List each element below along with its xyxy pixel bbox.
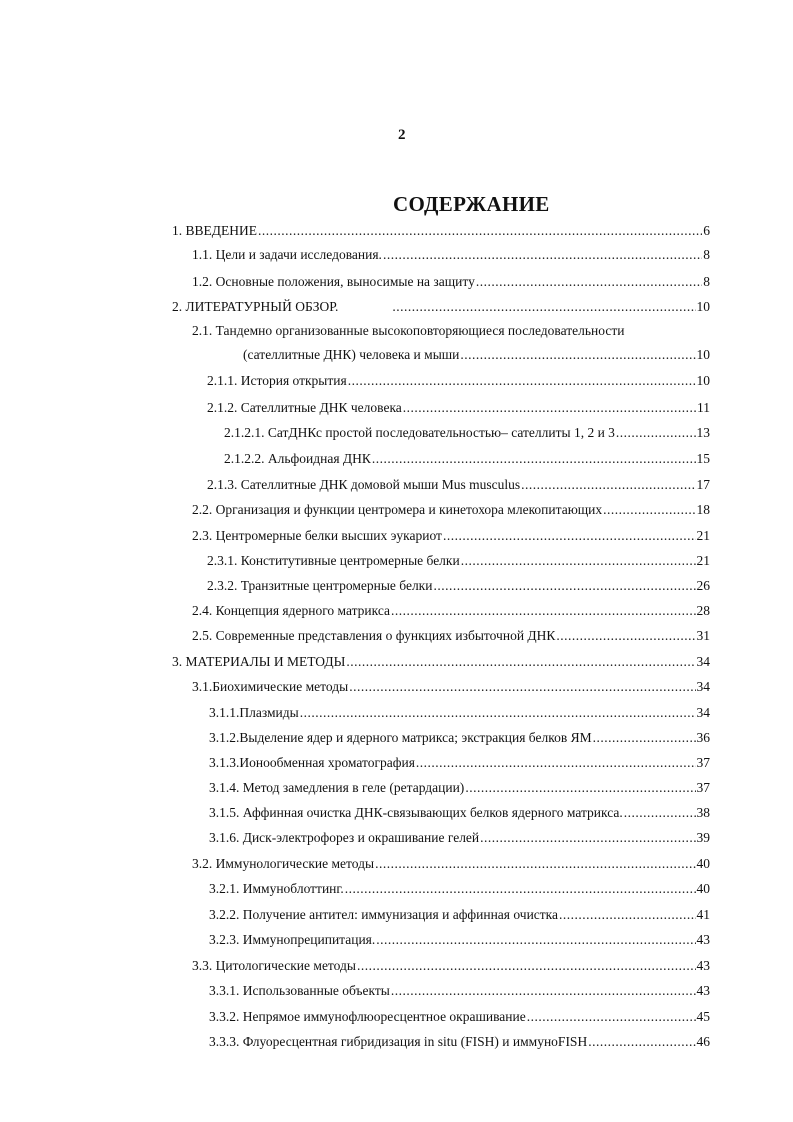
toc-entry-2-3-2	[207, 576, 710, 596]
toc-leader-dots	[391, 981, 696, 1001]
toc-leader-dots	[476, 272, 702, 292]
toc-entry-label: 3.1.2.Выделение ядер и ядерного матрикса; экстракция белков ЯМ	[209, 730, 592, 745]
toc-entry-page: 21	[696, 528, 710, 543]
toc-entry-page: 34	[696, 705, 710, 720]
toc-entry-page: 11	[697, 400, 710, 415]
toc-leader-dots	[465, 778, 695, 798]
toc-leader-dots	[603, 500, 695, 520]
toc-entry-label: 2.3.1. Конститутивные центромерные белки	[207, 553, 460, 568]
toc-entry-page: 41	[696, 907, 710, 922]
toc-entry-2-1-2-1	[224, 423, 710, 443]
toc-entry-page: 31	[696, 628, 710, 643]
toc-entry-page: 34	[696, 679, 710, 694]
toc-entry-label: 2.3. Центромерные белки высших эукариот	[192, 528, 442, 543]
toc-entry-label: 3.2.2. Получение антител: иммунизация и аффинная очистка	[209, 907, 559, 922]
toc-entry-3-3-2	[209, 1007, 710, 1027]
toc-leader-dots	[416, 753, 696, 773]
toc-leader-dots	[443, 526, 696, 546]
toc-entry-page: 10	[696, 347, 710, 362]
toc-leader-dots	[527, 1007, 696, 1027]
toc-entry-2-1-1	[207, 371, 710, 391]
toc-entry-label: 2.1.2.2. Альфоидная ДНК	[224, 451, 371, 466]
toc-entry-page: 46	[696, 1034, 710, 1049]
toc-entry-label: 3.3. Цитологические методы	[192, 958, 356, 973]
toc-entry-label: 3. МАТЕРИАЛЫ И МЕТОДЫ	[172, 654, 346, 669]
toc-entry-page: 45	[696, 1009, 710, 1024]
toc-leader-dots	[624, 803, 696, 823]
toc-leader-dots	[392, 297, 695, 317]
toc-entry-label: 2. ЛИТЕРАТУРНЫЙ ОБЗОР.	[172, 299, 339, 314]
toc-leader-dots	[348, 371, 696, 391]
toc-entry-label: 3.1.4. Метод замедления в геле (ретардации)	[209, 780, 465, 795]
toc-leader-dots	[433, 576, 695, 596]
toc-leader-dots	[357, 956, 696, 976]
toc-entry-label: 3.3.2. Непрямое иммунофлюоресцентное окрашивание	[209, 1009, 526, 1024]
toc-entry-3-2-2	[209, 905, 710, 925]
toc-entry-label: 3.2. Иммунологические методы	[192, 856, 375, 871]
toc-entry-page: 13	[696, 425, 710, 440]
toc-leader-dots	[383, 245, 702, 265]
toc-entry-page: 8	[703, 274, 710, 289]
toc-entry-page: 40	[696, 856, 710, 871]
toc-entry-label: 2.1.3. Сателлитные ДНК домовой мыши Mus musculus	[207, 477, 521, 492]
toc-entry-page: 21	[696, 553, 710, 568]
toc-entry-3-1-2	[209, 728, 710, 748]
toc-leader-dots	[376, 930, 695, 950]
toc-entry-label: 3.1.6. Диск-электрофорез и окрашивание гелей	[209, 830, 480, 845]
toc-entry-page: 43	[696, 958, 710, 973]
toc-entry-page: 38	[696, 805, 710, 820]
toc-entry-3-2	[192, 854, 710, 874]
toc-entry-2-3-1	[207, 551, 710, 571]
toc-entry-3-3-3	[209, 1032, 710, 1052]
toc-entry-label: 2.3.2. Транзитные центромерные белки	[207, 578, 433, 593]
toc-entry-label: 3.3.3. Флуоресцентная гибридизация in situ (FISH) и иммуноFISH	[209, 1034, 588, 1049]
toc-leader-dots	[521, 475, 695, 495]
toc-entry-label: 1.2. Основные положения, выносимые на защиту	[192, 274, 475, 289]
toc-entry-2-1-3	[207, 475, 710, 495]
toc-entry-label: 2.1.2. Сателлитные ДНК человека	[207, 400, 402, 415]
toc-entry-label: 2.2. Организация и функции центромера и кинетохора млекопитающих	[192, 502, 603, 517]
toc-entry-2-1-2	[207, 398, 710, 418]
toc-leader-dots	[556, 626, 695, 646]
toc-entry-2-2	[192, 500, 710, 520]
toc-entry-label: 1.1. Цели и задачи исследования.	[192, 247, 382, 262]
toc-entry-page: 18	[696, 502, 710, 517]
toc-entry-3-1-3	[209, 753, 710, 773]
toc-entry-label: 3.2.1. Иммуноблоттинг.	[209, 881, 344, 896]
toc-leader-dots	[372, 449, 696, 469]
toc-entry-page: 37	[696, 780, 710, 795]
toc-entry-page: 17	[696, 477, 710, 492]
toc-entry-3-1-6	[209, 828, 710, 848]
toc-entry-3-2-1	[209, 879, 710, 899]
page-number: 2	[398, 127, 406, 143]
toc-entry-page: 39	[696, 830, 710, 845]
toc-entry-page: 10	[696, 373, 710, 388]
toc-leader-dots	[258, 221, 702, 241]
toc-leader-dots	[593, 728, 696, 748]
toc-entry-page: 36	[696, 730, 710, 745]
toc-entry-label: 1. ВВЕДЕНИЕ	[172, 223, 257, 238]
toc-entry-page: 8	[703, 247, 710, 262]
toc-entry-3-3	[192, 956, 710, 976]
toc-entry-label: 3.1.Биохимические методы	[192, 679, 349, 694]
toc-leader-dots	[300, 703, 696, 723]
toc-entry-3-3-1	[209, 981, 710, 1001]
toc-entry-page: 43	[696, 983, 710, 998]
toc-entry-label: (сателлитные ДНК) человека и мыши	[243, 347, 460, 362]
toc-entry-label: 3.1.1.Плазмиды	[209, 705, 299, 720]
toc-entry-label: 2.4. Концепция ядерного матрикса	[192, 603, 391, 618]
toc-entry-page: 6	[703, 223, 710, 238]
toc-entry-page: 15	[696, 451, 710, 466]
toc-leader-dots	[559, 905, 695, 925]
toc-entry-1	[172, 221, 710, 241]
toc-entry-label: 2.1.2.1. СатДНКс простой последовательностью– сателлиты 1, 2 и 3	[224, 425, 615, 440]
toc-entry-2-5	[192, 626, 710, 646]
toc-entry-label: 2.1.1. История открытия	[207, 373, 347, 388]
toc-entry-label: 3.3.1. Использованные объекты	[209, 983, 390, 998]
toc-entry-3-1-4	[209, 778, 710, 798]
toc-entry-3-1-5	[209, 803, 710, 823]
toc-entry-2-1-line1: 2.1. Тандемно организованные высокоповторяющиеся последовательности	[192, 323, 625, 338]
toc-entry-2-4	[192, 601, 710, 621]
toc-leader-dots	[375, 854, 695, 874]
toc-entry-page: 37	[696, 755, 710, 770]
toc-entry-3-2-3	[209, 930, 710, 950]
toc-leader-dots	[349, 677, 695, 697]
toc-entry-label: 2.5. Современные представления о функциях избыточной ДНК	[192, 628, 556, 643]
toc-leader-dots	[616, 423, 696, 443]
toc-title: СОДЕРЖАНИЕ	[393, 192, 550, 216]
toc-entry-page: 28	[696, 603, 710, 618]
toc-entry-3-1-1	[209, 703, 710, 723]
toc-entry-1-2	[192, 272, 710, 292]
toc-entry-page: 34	[696, 654, 710, 669]
toc-entry-1-1	[192, 245, 710, 265]
toc-leader-dots	[461, 551, 696, 571]
toc-leader-dots	[588, 1032, 695, 1052]
toc-entry-label: 3.2.3. Иммунопреципитация.	[209, 932, 376, 947]
toc-leader-dots	[480, 828, 695, 848]
toc-entry-page: 26	[696, 578, 710, 593]
toc-entry-page: 10	[696, 299, 710, 314]
toc-leader-dots	[460, 345, 695, 365]
toc-entry-2-1	[243, 345, 710, 365]
toc-entry-page: 43	[696, 932, 710, 947]
toc-entry-label: 3.1.3.Ионообменная хроматография	[209, 755, 415, 770]
toc-entry-label: 3.1.5. Аффинная очистка ДНК-связывающих белков ядерного матрикса.	[209, 805, 623, 820]
toc-entry-3-1	[192, 677, 710, 697]
toc-leader-dots	[346, 652, 695, 672]
toc-entry-page: 40	[696, 881, 710, 896]
toc-entry-2-3	[192, 526, 710, 546]
toc-entry-3	[172, 652, 710, 672]
toc-leader-dots	[391, 601, 695, 621]
toc-leader-dots	[345, 879, 696, 899]
toc-entry-2-1-2-2	[224, 449, 710, 469]
toc-leader-dots	[403, 398, 696, 418]
toc-entry-2	[172, 297, 710, 317]
